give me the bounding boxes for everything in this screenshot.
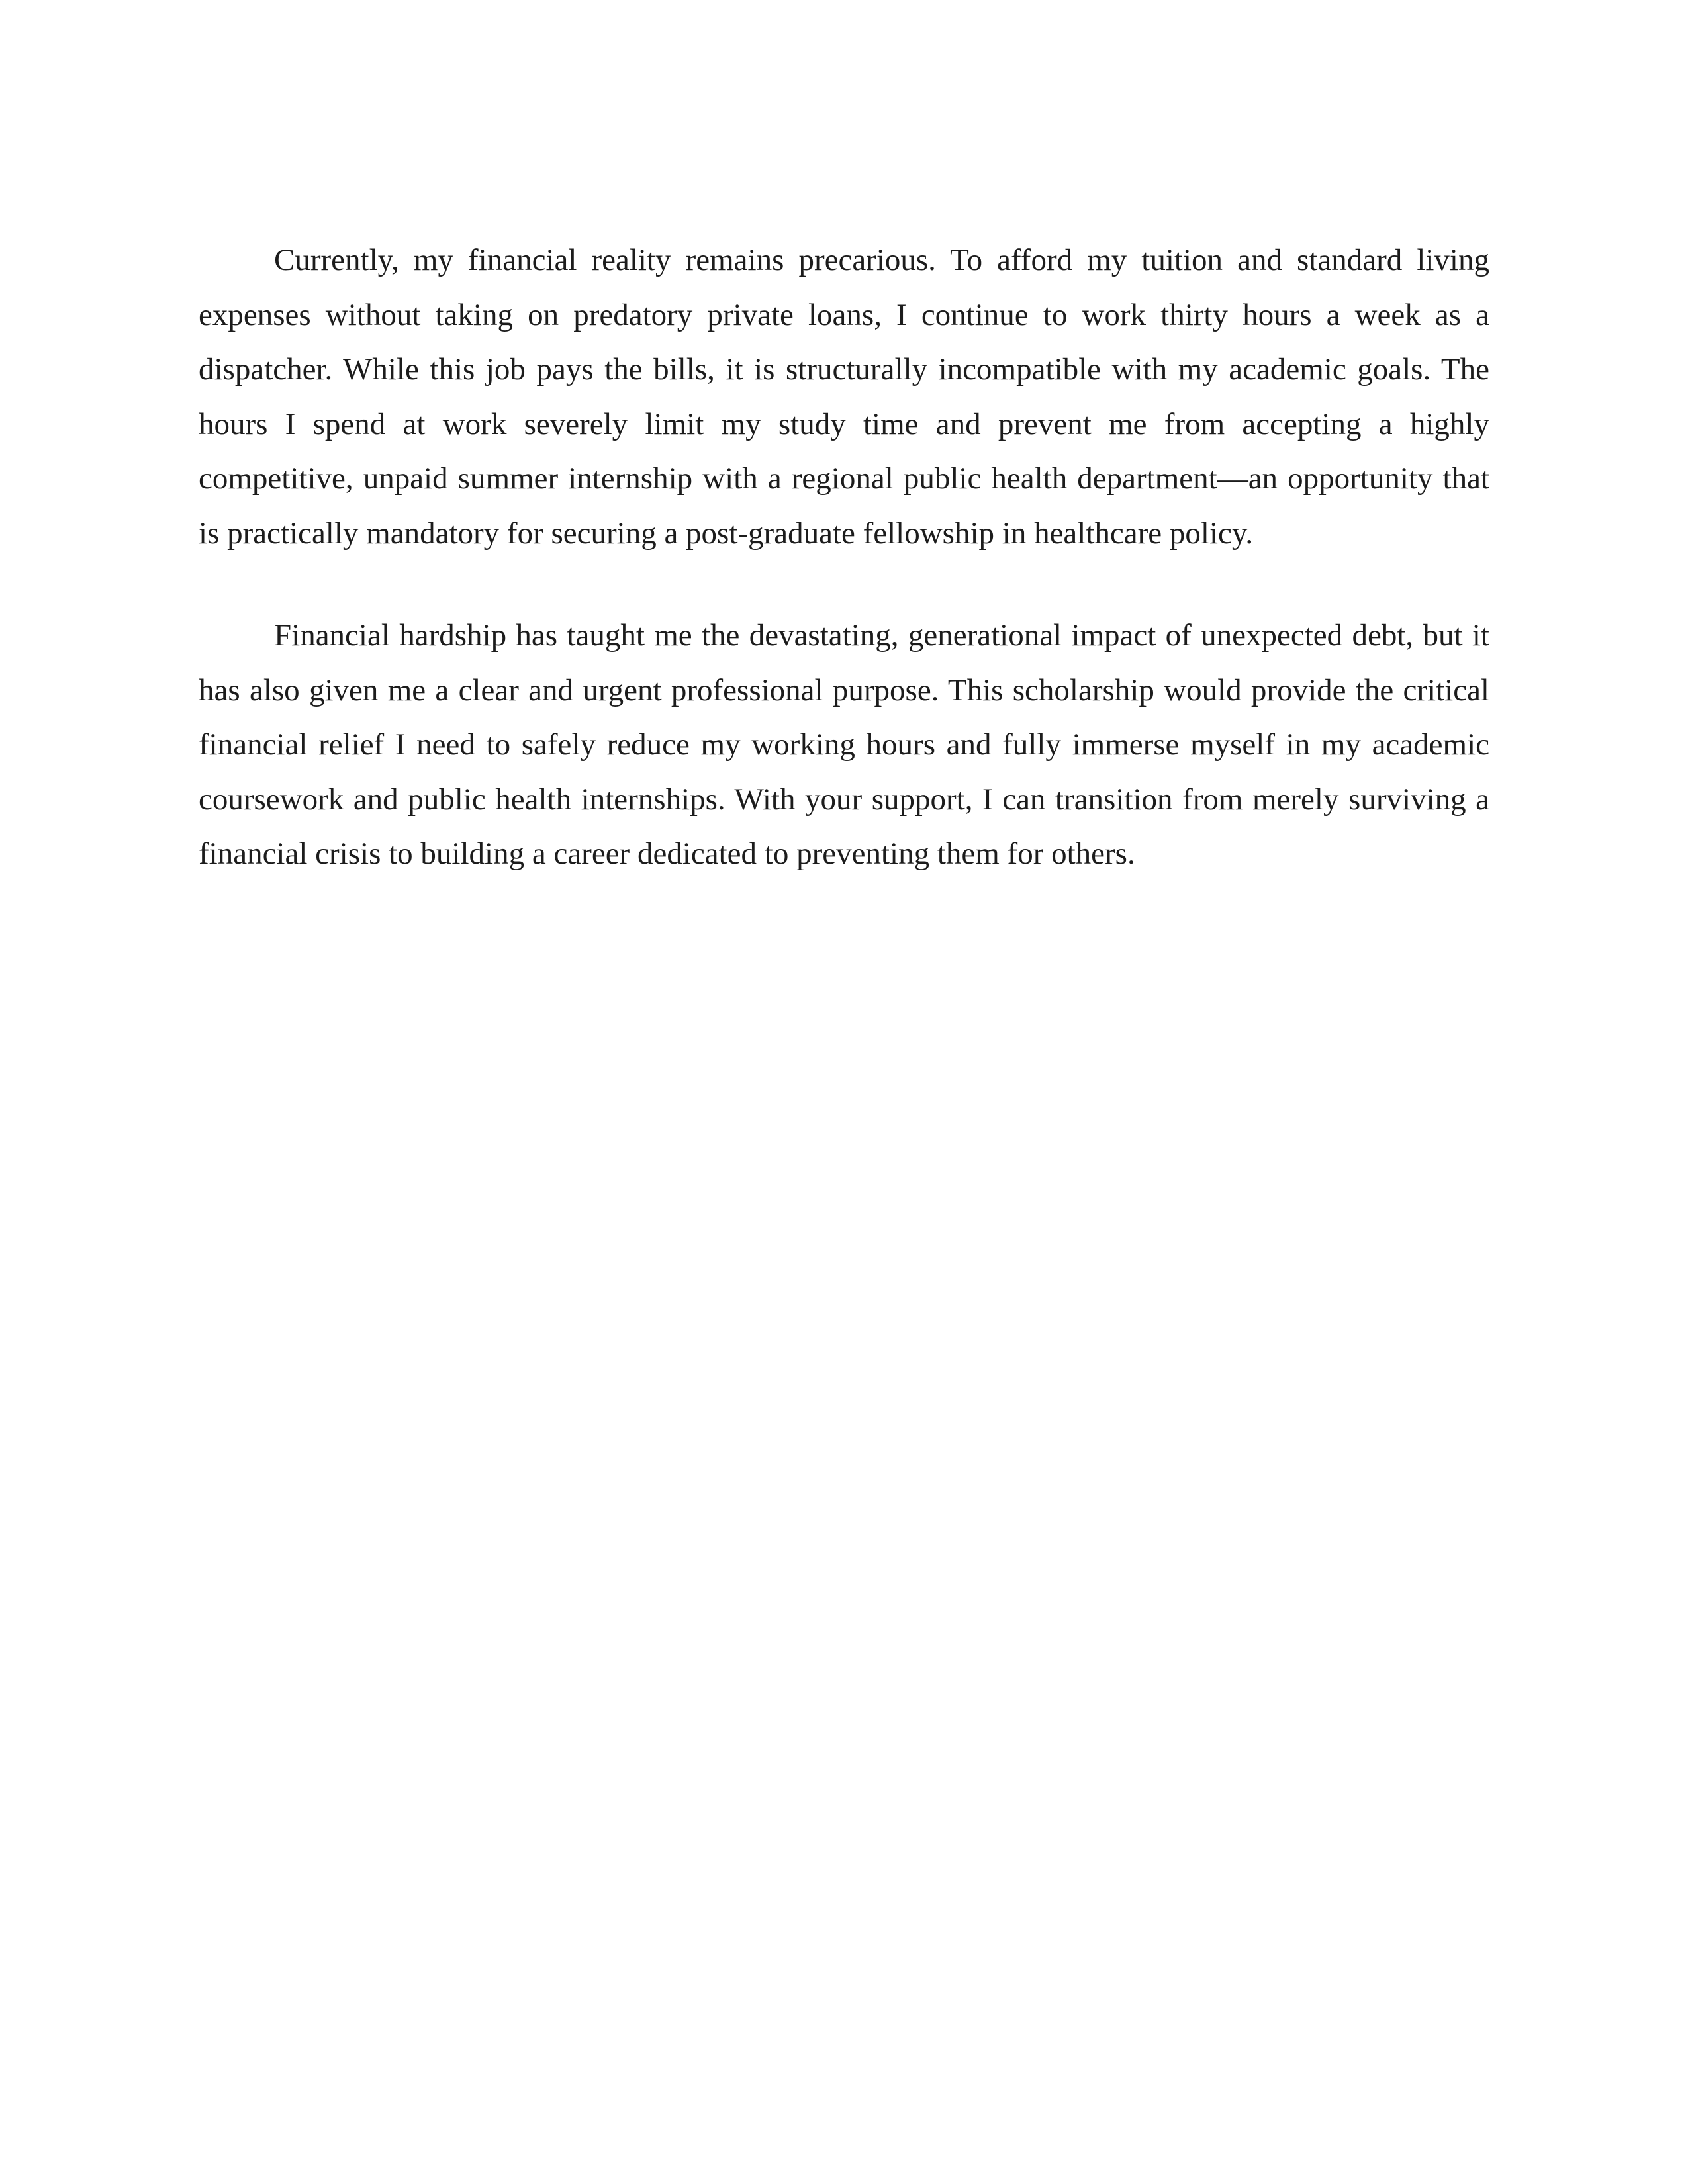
paragraph-scholarship-purpose: Financial hardship has taught me the devastating, generational impact of unexpected debt, but it has also given me a clear and urgent professional purpose. This scholarship would provide the critical financial relief I need to safely reduce my working hours and fully immerse myself in my academic coursework and public health internships. With your support, I can transition from merely surviving a financial crisis to building a career dedicated to preventing them for others. bbox=[199, 618, 1489, 871]
paragraph-financial-reality: Currently, my financial reality remains precarious. To afford my tuition and standard living expenses without taking on predatory private loans, I continue to work thirty hours a week as a dispatcher. While this job pays the bills, it is structurally incompatible with my academic goals. The hours I spend at work severely limit my study time and prevent me from accepting a highly competitive, unpaid summer internship with a regional public health department—an opportunity that is practically mandatory for securing a post-graduate fellowship in healthcare policy. bbox=[199, 243, 1489, 551]
document-body bbox=[199, 233, 1489, 929]
